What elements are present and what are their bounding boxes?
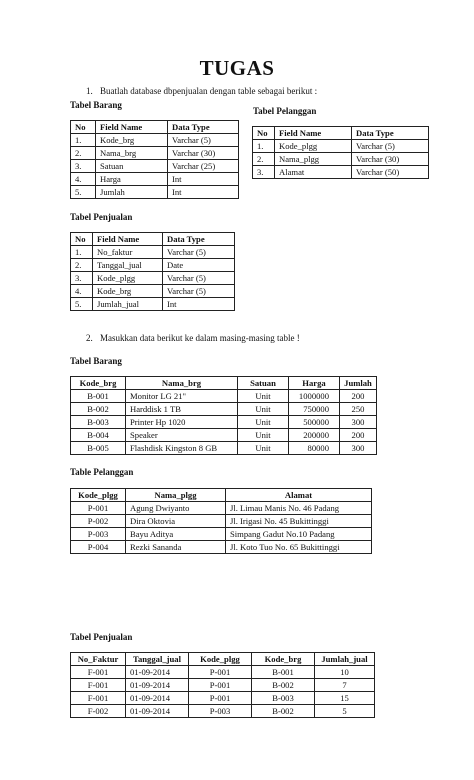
table-cell: Kode_brg [93, 285, 163, 298]
table-cell: Int [168, 173, 239, 186]
table-cell: P-001 [189, 692, 252, 705]
table-cell: F-001 [71, 692, 126, 705]
table-row [71, 186, 239, 199]
table-cell: P-004 [71, 541, 126, 554]
header-cell: Alamat [226, 489, 372, 502]
header-cell: Kode_plgg [71, 489, 126, 502]
table-cell: 1. [71, 134, 96, 147]
table-cell: 1000000 [289, 390, 340, 403]
header-cell: Kode_plgg [189, 653, 252, 666]
table-cell: 3. [253, 166, 275, 179]
table-row [71, 429, 377, 442]
table-cell: Kode_brg [96, 134, 168, 147]
table-cell: P-001 [189, 666, 252, 679]
table-cell: Varchar (5) [168, 134, 239, 147]
table-cell: 5. [71, 298, 93, 311]
header-cell: Nama_plgg [126, 489, 226, 502]
table-header-row [71, 121, 239, 134]
table-cell: 01-09-2014 [126, 705, 189, 718]
table-row [253, 166, 429, 179]
table-cell: 200 [340, 429, 377, 442]
header-cell: Field Name [93, 233, 163, 246]
table-cell: P-001 [189, 679, 252, 692]
table-header-row [71, 653, 375, 666]
table-cell: B-005 [71, 442, 126, 455]
table-cell: B-003 [252, 692, 315, 705]
header-cell: Data Type [168, 121, 239, 134]
table-row [253, 140, 429, 153]
schema-penjualan-title: Tabel Penjualan [70, 212, 133, 222]
table-row [71, 705, 375, 718]
table-cell: Rezki Sananda [126, 541, 226, 554]
table-cell: Varchar (50) [352, 166, 429, 179]
table-row [71, 515, 372, 528]
header-cell: Data Type [163, 233, 235, 246]
table-header-row [71, 489, 372, 502]
table-cell: Unit [238, 390, 289, 403]
table-cell: 10 [315, 666, 375, 679]
header-cell: Field Name [96, 121, 168, 134]
table-row [71, 541, 372, 554]
table-cell: Bayu Aditya [126, 528, 226, 541]
table-cell: Jumlah [96, 186, 168, 199]
table-row [71, 692, 375, 705]
header-cell: Jumlah [340, 377, 377, 390]
table-row [71, 147, 239, 160]
table-cell: 7 [315, 679, 375, 692]
table-cell: Unit [238, 403, 289, 416]
table-cell: 5 [315, 705, 375, 718]
table-cell: Kode_plgg [93, 272, 163, 285]
table-cell: Harddisk 1 TB [126, 403, 238, 416]
table-cell: Varchar (25) [168, 160, 239, 173]
table-cell: Jl. Irigasi No. 45 Bukittinggi [226, 515, 372, 528]
table-cell: Agung Dwiyanto [126, 502, 226, 515]
data-pelanggan-title: Table Pelanggan [70, 467, 134, 477]
table-cell: 2. [71, 147, 96, 160]
table-cell: Varchar (5) [352, 140, 429, 153]
header-cell: Kode_brg [71, 377, 126, 390]
table-cell: Varchar (5) [163, 285, 235, 298]
header-cell: Nama_brg [126, 377, 238, 390]
table-cell: Varchar (5) [163, 272, 235, 285]
table-cell: 5. [71, 186, 96, 199]
table-cell: Jumlah_jual [93, 298, 163, 311]
table-cell: 3. [71, 160, 96, 173]
header-cell: No [71, 233, 93, 246]
table-cell: 2. [71, 259, 93, 272]
table-header-row [253, 127, 429, 140]
table-cell: Monitor LG 21" [126, 390, 238, 403]
table-row [71, 272, 235, 285]
schema-pelanggan-table [252, 126, 429, 179]
table-cell: F-002 [71, 705, 126, 718]
table-cell: P-002 [71, 515, 126, 528]
schema-pelanggan-title: Tabel Pelanggan [253, 106, 317, 116]
table-cell: B-004 [71, 429, 126, 442]
table-cell: Varchar (30) [352, 153, 429, 166]
table-cell: Jl. Limau Manis No. 46 Padang [226, 502, 372, 515]
table-cell: 1. [71, 246, 93, 259]
table-row [71, 134, 239, 147]
table-cell: 3. [71, 272, 93, 285]
table-cell: P-001 [71, 502, 126, 515]
table-cell: P-003 [71, 528, 126, 541]
data-barang-table [70, 376, 377, 455]
table-cell: 750000 [289, 403, 340, 416]
table-cell: Nama_plgg [275, 153, 352, 166]
table-cell: Date [163, 259, 235, 272]
table-cell: B-002 [252, 679, 315, 692]
table-cell: 2. [253, 153, 275, 166]
table-cell: Jl. Koto Tuo No. 65 Bukittinggi [226, 541, 372, 554]
table-cell: Alamat [275, 166, 352, 179]
table-cell: 80000 [289, 442, 340, 455]
header-cell: Jumlah_jual [315, 653, 375, 666]
table-cell: F-001 [71, 679, 126, 692]
table-row [71, 666, 375, 679]
table-row [71, 390, 377, 403]
table-cell: 250 [340, 403, 377, 416]
table-row [71, 502, 372, 515]
header-cell: Data Type [352, 127, 429, 140]
page-title: TUGAS [199, 56, 275, 80]
header-cell: No [253, 127, 275, 140]
instruction-text: Buatlah database dbpenjualan dengan table sebagai berikut : [100, 86, 318, 96]
schema-barang-title: Tabel Barang [70, 100, 122, 110]
table-row [71, 246, 235, 259]
table-cell: No_faktur [93, 246, 163, 259]
table-cell: 01-09-2014 [126, 692, 189, 705]
table-cell: F-001 [71, 666, 126, 679]
schema-barang-table [70, 120, 239, 199]
table-cell: 4. [71, 285, 93, 298]
table-cell: Printer Hp 1020 [126, 416, 238, 429]
table-cell: Speaker [126, 429, 238, 442]
table-cell: Varchar (5) [163, 246, 235, 259]
table-header-row [71, 233, 235, 246]
header-cell: Satuan [238, 377, 289, 390]
table-cell: Unit [238, 442, 289, 455]
table-row [71, 259, 235, 272]
header-cell: Field Name [275, 127, 352, 140]
table-cell: B-001 [252, 666, 315, 679]
table-cell: B-002 [252, 705, 315, 718]
table-cell: Unit [238, 429, 289, 442]
table-cell: Simpang Gadut No.10 Padang [226, 528, 372, 541]
header-cell: Kode_brg [252, 653, 315, 666]
table-cell: 300 [340, 442, 377, 455]
table-row [71, 285, 235, 298]
table-cell: Kode_plgg [275, 140, 352, 153]
table-cell: B-003 [71, 416, 126, 429]
instruction-number: 2. [86, 333, 93, 343]
table-row [71, 442, 377, 455]
table-cell: Varchar (30) [168, 147, 239, 160]
table-row [71, 173, 239, 186]
table-row [71, 679, 375, 692]
data-penjualan-table [70, 652, 375, 718]
table-cell: Satuan [96, 160, 168, 173]
table-row [71, 298, 235, 311]
table-cell: Int [168, 186, 239, 199]
table-row [253, 153, 429, 166]
table-cell: Dira Oktovia [126, 515, 226, 528]
data-pelanggan-table [70, 488, 372, 554]
table-cell: B-001 [71, 390, 126, 403]
table-cell: Tanggal_jual [93, 259, 163, 272]
table-row [71, 160, 239, 173]
table-cell: B-002 [71, 403, 126, 416]
table-cell: Nama_brg [96, 147, 168, 160]
table-cell: Harga [96, 173, 168, 186]
table-header-row [71, 377, 377, 390]
data-barang-title: Tabel Barang [70, 356, 122, 366]
table-row [71, 403, 377, 416]
header-cell: No [71, 121, 96, 134]
table-row [71, 416, 377, 429]
table-cell: 200 [340, 390, 377, 403]
instruction-1 [86, 86, 317, 96]
data-penjualan-title: Tabel Penjualan [70, 632, 133, 642]
table-cell: P-003 [189, 705, 252, 718]
table-cell: Flashdisk Kingston 8 GB [126, 442, 238, 455]
header-cell: Harga [289, 377, 340, 390]
instruction-text: Masukkan data berikut ke dalam masing-masing table ! [100, 333, 300, 343]
table-cell: 4. [71, 173, 96, 186]
table-cell: 01-09-2014 [126, 666, 189, 679]
table-cell: 01-09-2014 [126, 679, 189, 692]
table-cell: 200000 [289, 429, 340, 442]
header-cell: Tanggal_jual [126, 653, 189, 666]
table-row [71, 528, 372, 541]
instruction-number: 1. [86, 86, 93, 96]
table-cell: 300 [340, 416, 377, 429]
table-cell: Unit [238, 416, 289, 429]
instruction-2 [86, 333, 300, 343]
schema-penjualan-table [70, 232, 235, 311]
header-cell: No_Faktur [71, 653, 126, 666]
table-cell: 15 [315, 692, 375, 705]
table-cell: 1. [253, 140, 275, 153]
table-cell: 500000 [289, 416, 340, 429]
table-cell: Int [163, 298, 235, 311]
